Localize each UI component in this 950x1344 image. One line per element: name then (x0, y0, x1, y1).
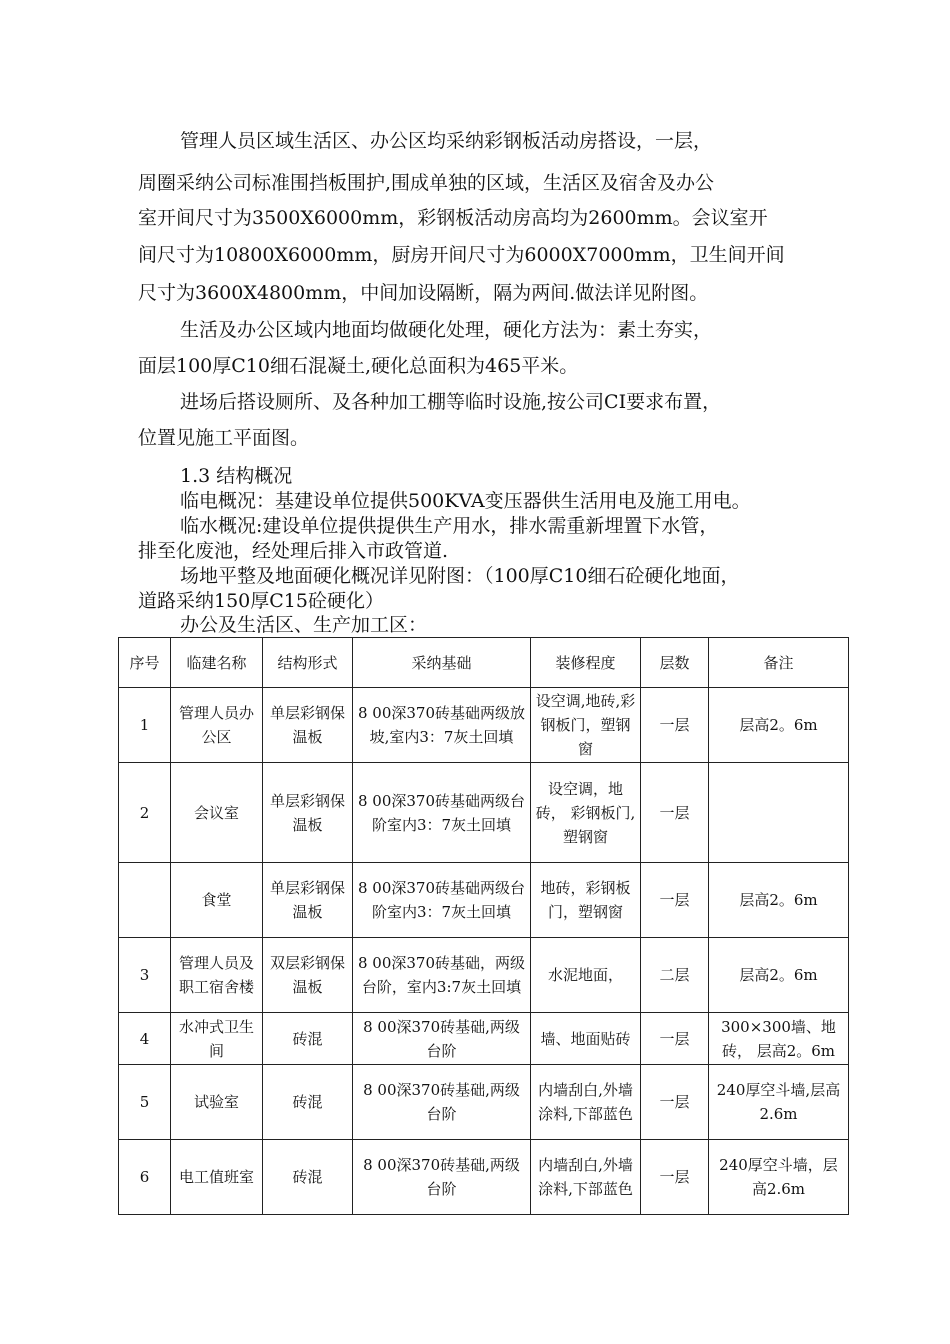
table-cell: 300×300墙、地砖， 层高2。6m (709, 1013, 849, 1065)
table-cell: 8 00深370砖基础两级台阶室内3：7灰土回填 (353, 763, 531, 863)
table-cell: 地砖，彩钢板门，塑钢窗 (531, 863, 641, 938)
table-cell: 内墙刮白,外墙涂料,下部蓝色 (531, 1065, 641, 1140)
table-cell: 食堂 (171, 863, 263, 938)
paragraph-line: 管理人员区域生活区、办公区均采纳彩钢板活动房搭设，一层， (180, 130, 713, 152)
table-cell (709, 763, 849, 863)
table-cell: 单层彩钢保温板 (263, 688, 353, 763)
table-cell: 8 00深370砖基础两级台阶室内3：7灰土回填 (353, 863, 531, 938)
table-cell: 240厚空斗墙,层高2.6m (709, 1065, 849, 1140)
table-cell: 设空调,地砖,彩钢板门，塑钢窗 (531, 688, 641, 763)
table-cell: 单层彩钢保温板 (263, 863, 353, 938)
table-cell: 管理人员办公区 (171, 688, 263, 763)
table-cell: 会议室 (171, 763, 263, 863)
table-cell: 水泥地面， (531, 938, 641, 1013)
table-cell: 5 (119, 1065, 171, 1140)
table-cell: 8 00深370砖基础,两级台阶 (353, 1065, 531, 1140)
table-cell: 一层 (641, 763, 709, 863)
paragraph-line: 办公及生活区、生产加工区： (180, 614, 428, 636)
table-cell: 4 (119, 1013, 171, 1065)
table-cell: 2 (119, 763, 171, 863)
table-cell: 一层 (641, 1065, 709, 1140)
table-cell: 8 00深370砖基础,两级台阶 (353, 1140, 531, 1215)
table-cell: 墙、地面贴砖 (531, 1013, 641, 1065)
table-cell: 一层 (641, 863, 709, 938)
header-cell: 装修程度 (531, 638, 641, 688)
table-cell: 240厚空斗墙，层高2.6m (709, 1140, 849, 1215)
paragraph-line: 排至化废池，经处理后排入市政管道. (138, 540, 449, 562)
table-row (119, 763, 849, 863)
header-cell: 层数 (641, 638, 709, 688)
table-cell: 一层 (641, 688, 709, 763)
table-header-row (119, 638, 849, 688)
table-cell: 双层彩钢保温板 (263, 938, 353, 1013)
header-cell: 结构形式 (263, 638, 353, 688)
table-cell: 管理人员及职工宿舍楼 (171, 938, 263, 1013)
table-cell: 层高2。6m (709, 938, 849, 1013)
table-cell: 试验室 (171, 1065, 263, 1140)
table-cell: 层高2。6m (709, 863, 849, 938)
header-cell: 序号 (119, 638, 171, 688)
table-cell: 层高2。6m (709, 688, 849, 763)
table-cell: 砖混 (263, 1013, 353, 1065)
table-row (119, 1065, 849, 1140)
table-cell (119, 863, 171, 938)
header-cell: 采纳基础 (353, 638, 531, 688)
table-cell: 内墙刮白,外墙涂料,下部蓝色 (531, 1140, 641, 1215)
paragraph-line: 室开间尺寸为3500X6000mm，彩钢板活动房高均为2600mm。会议室开 (138, 207, 768, 229)
table-cell: 砖混 (263, 1065, 353, 1140)
table-row (119, 688, 849, 763)
table-cell: 一层 (641, 1140, 709, 1215)
table-cell: 8 00深370砖基础两级放坡,室内3：7灰土回填 (353, 688, 531, 763)
table-cell: 一层 (641, 1013, 709, 1065)
table-cell: 砖混 (263, 1140, 353, 1215)
paragraph-line: 临水概况:建设单位提供提供生产用水，排水需重新埋置下水管， (180, 515, 719, 537)
header-cell: 备注 (709, 638, 849, 688)
table-cell: 水冲式卫生间 (171, 1013, 263, 1065)
facilities-table (118, 637, 849, 1215)
paragraph-line: 尺寸为3600X4800mm，中间加设隔断，隔为两间.做法详见附图。 (138, 282, 709, 304)
table-cell: 二层 (641, 938, 709, 1013)
paragraph-line: 场地平整及地面硬化概况详见附图：（100厚C10细石砼硬化地面， (180, 565, 740, 587)
section-heading: 1.3 结构概况 (180, 465, 293, 487)
table-cell: 6 (119, 1140, 171, 1215)
table-cell: 1 (119, 688, 171, 763)
table-cell: 8 00深370砖基础，两级台阶，室内3:7灰土回填 (353, 938, 531, 1013)
table-cell: 电工值班室 (171, 1140, 263, 1215)
table-cell: 3 (119, 938, 171, 1013)
table-row (119, 938, 849, 1013)
paragraph-line: 进场后搭设厕所、及各种加工棚等临时设施,按公司CI要求布置， (180, 391, 722, 413)
paragraph-line: 面层100厚C10细石混凝土,硬化总面积为465平米。 (138, 355, 579, 377)
paragraph-line: 临电概况：基建设单位提供500KVA变压器供生活用电及施工用电。 (180, 490, 751, 512)
paragraph-line: 道路采纳150厚C15砼硬化） (138, 590, 384, 612)
table-cell: 单层彩钢保温板 (263, 763, 353, 863)
table-cell: 8 00深370砖基础,两级台阶 (353, 1013, 531, 1065)
table-row (119, 863, 849, 938)
paragraph-line: 间尺寸为10800X6000mm，厨房开间尺寸为6000X7000mm，卫生间开间 (138, 244, 785, 266)
paragraph-line: 周圈采纳公司标准围挡板围护,围成单独的区域，生活区及宿舍及办公 (138, 172, 715, 194)
table-cell: 设空调，地砖， 彩钢板门,塑钢窗 (531, 763, 641, 863)
table-row (119, 1140, 849, 1215)
paragraph-line: 位置见施工平面图。 (138, 427, 310, 449)
table-row (119, 1013, 849, 1065)
paragraph-line: 生活及办公区域内地面均做硬化处理，硬化方法为：素土夯实， (180, 319, 713, 341)
header-cell: 临建名称 (171, 638, 263, 688)
